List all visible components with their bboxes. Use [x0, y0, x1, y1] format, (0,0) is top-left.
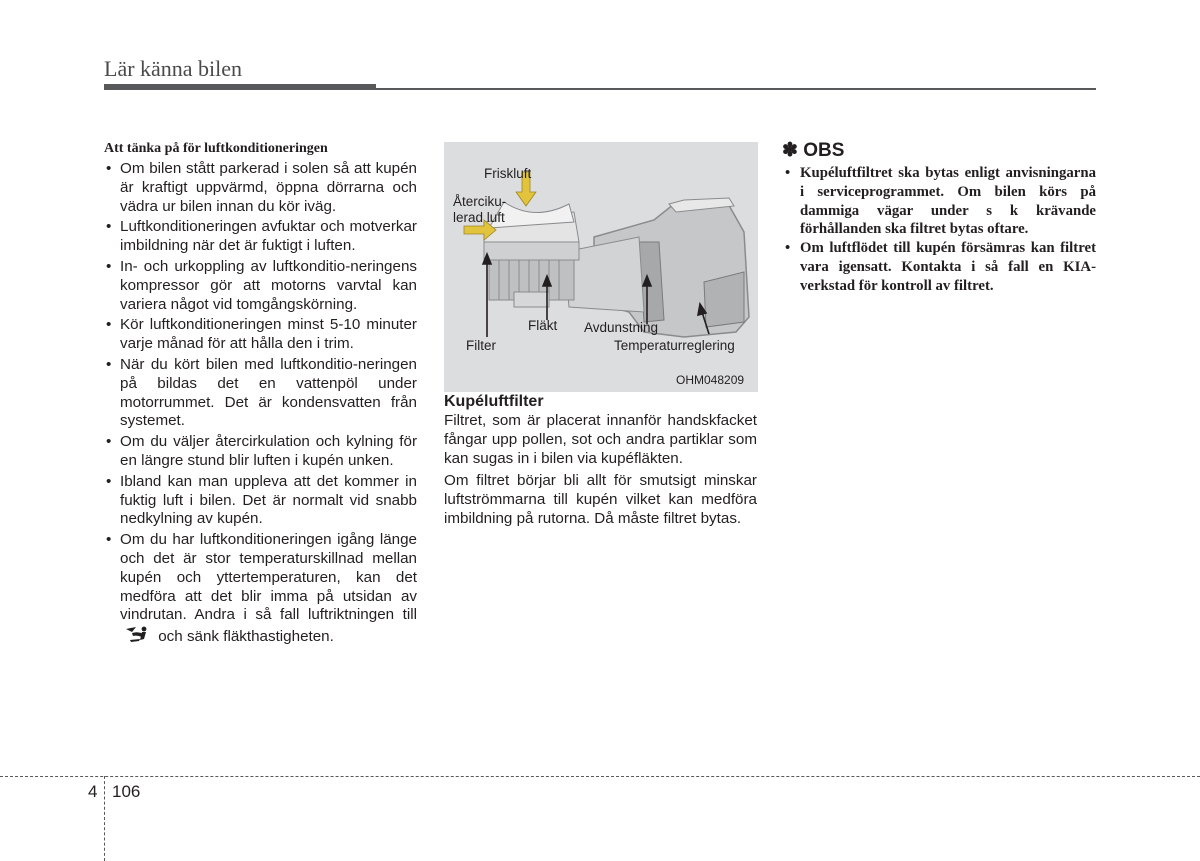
page-number: 106: [112, 782, 141, 801]
list-item: • När du kört bilen med luftkonditio-neringen på bildas det en vattenpöl under motorrummet. Det är kondensvatten från systemet.: [104, 356, 417, 431]
label-evaporator: Avdunstning: [584, 320, 659, 335]
label-recirculated-air-1: Återciku-: [453, 194, 507, 209]
header-rule-thick: [104, 84, 376, 90]
chapter-number: 4: [88, 782, 98, 801]
obs-heading: ✽ OBS: [782, 140, 845, 161]
ac-tips-list: [104, 160, 417, 649]
footer-dashed-vertical-rule: [104, 776, 105, 861]
obs-note: [782, 140, 1096, 296]
list-item: • Kupéluftfiltret ska bytas enligt anvisningarna i serviceprogrammet. Om bilen körs på dammiga vägar under s k krävande förhållanden ska filtret bytas oftare.: [782, 164, 1096, 239]
label-fan: Fläkt: [528, 318, 558, 333]
page-header-title: Lär känna bilen: [104, 56, 243, 81]
footer-dashed-rule: [0, 776, 1200, 777]
list-item-text-before-icon: Om du har luftkonditioneringen igång länge och det är stor temperaturskillnad mellan kupén och yttertemperaturen, kan det medföra att det blir imma på utsidan av vindrutan. Andra i så fall luftriktningen till: [120, 531, 417, 624]
label-temperature-control: Temperaturreglering: [614, 338, 735, 353]
list-item: • Om bilen stått parkerad i solen så att kupén är kraftigt uppvärmd, öppna dörrarna och vädra ur bilen innan du kör iväg.: [104, 160, 417, 216]
header-rule-thin: [376, 88, 1096, 90]
list-item: • Om du väljer återcirkulation och kylning för en längre stund blir luften i kupén unken.: [104, 433, 417, 471]
label-recirculated-air-2: lerad luft: [453, 210, 505, 225]
label-filter: Filter: [466, 338, 496, 353]
cabin-filter-heading: Kupéluftfilter: [444, 393, 544, 410]
ac-tips-heading: Att tänka på för luftkonditioneringen: [104, 141, 328, 156]
list-item: • Om luftflödet till kupén försämras kan filtret vara igensatt. Kontakta i så fall en KIA-verkstad för kontroll av filtret.: [782, 239, 1096, 295]
figure-code: OHM048209: [676, 373, 745, 387]
list-item: • Ibland kan man uppleva att det kommer in fuktig luft i bilen. Det är normalt vid snabb nedkylning av kupén.: [104, 473, 417, 529]
cabin-filter-section: [444, 392, 757, 533]
obs-list: [782, 164, 1096, 296]
list-item-text-after-icon: och sänk fläkthastigheten.: [158, 628, 334, 646]
cabin-filter-paragraph: Om filtret börjar bli allt för smutsigt minskar luftströmmarna till kupén vilket kan medföra imbildning på rutorna. Då måste filtret bytas.: [444, 472, 757, 527]
cabin-filter-paragraph: Filtret, som är placerat innanför handskfacket fångar upp pollen, sot och andra partiklar som kan sugas in i bilen via kupéfläkten.: [444, 412, 757, 467]
windshield-vent-icon: [122, 625, 152, 649]
list-item: • In- och urkoppling av luftkonditio-neringens kompressor gör att motorns varvtal kan variera något vid tomgångskörning.: [104, 258, 417, 314]
ac-tips-column: [104, 140, 417, 651]
list-item: [104, 531, 417, 649]
cabin-filter-diagram: [444, 142, 758, 392]
label-fresh-air: Friskluft: [484, 166, 532, 181]
list-item: • Luftkonditioneringen avfuktar och motverkar imbildning när det är fuktigt i luften.: [104, 218, 417, 256]
list-item: • Kör luftkonditioneringen minst 5-10 minuter varje månad för att hålla den i trim.: [104, 316, 417, 354]
